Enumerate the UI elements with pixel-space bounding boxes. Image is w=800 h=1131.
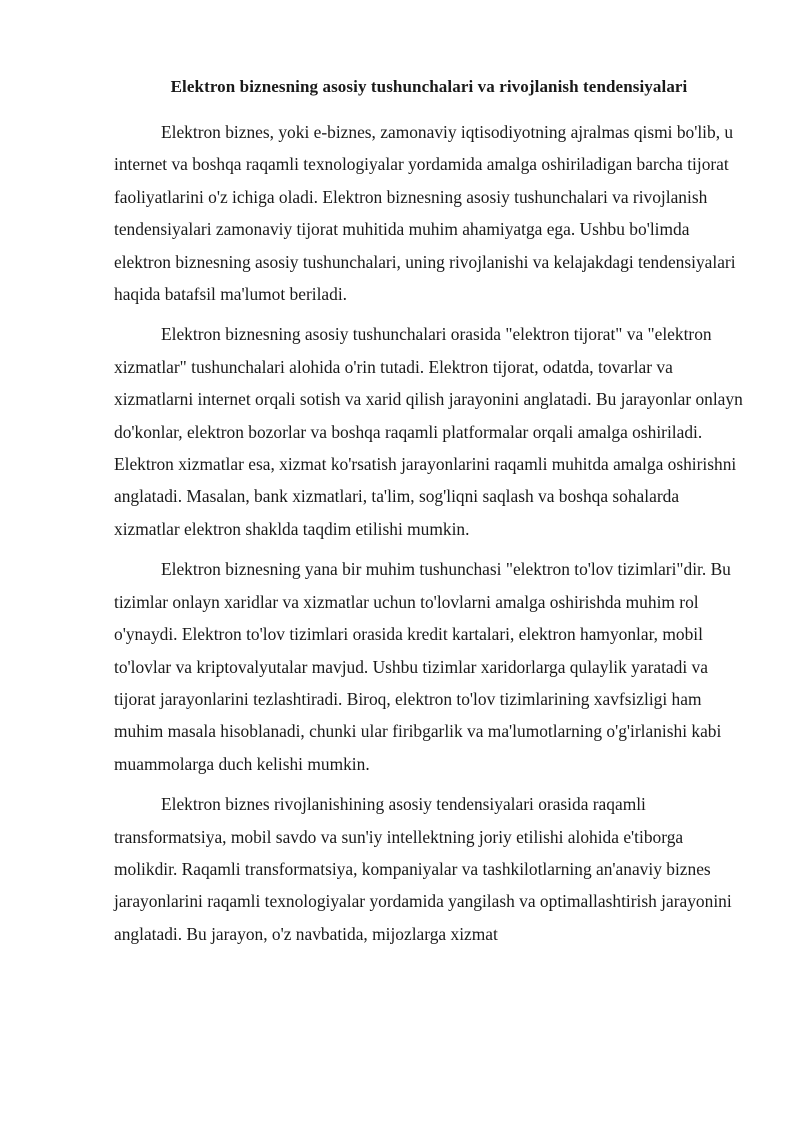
paragraph-4: Elektron biznes rivojlanishining asosiy tendensiyalari orasida raqamli transformatsiya, mobil savdo va sun'iy intellektning joriy etilishi alohida e'tiborga molikdir. Raqamli transformatsiya, kompaniyalar va tashkilotlarning an'anaviy biznes jarayonlarini raqamli texnologiyalar yordamida yangilash va optimallashtirish jarayonini anglatadi. Bu jarayon, o'z navbatida, mijozlarga xizmat xyxy=(114,794,732,944)
paragraph-2: Elektron biznesning asosiy tushunchalari orasida "elektron tijorat" va "elektron xizmatlar" tushunchalari alohida o'rin tutadi. Elektron tijorat, odatda, tovarlar va xizmatlarni internet orqali sotish va xarid qilish jarayonini anglatadi. Bu jarayonlar onlayn do'konlar, elektron bozorlar va boshqa raqamli platformalar orqali amalga oshiriladi. Elektron xizmatlar esa, xizmat ko'rsatish jarayonlarini raqamli muhitda amalga oshirishni anglatadi. Masalan, bank xizmatlari, ta'lim, sog'liqni saqlash va boshqa sohalarda xizmatlar elektron shaklda taqdim etilishi mumkin. xyxy=(114,324,743,539)
document-body xyxy=(114,74,744,950)
paragraph-3: Elektron biznesning yana bir muhim tushunchasi "elektron to'lov tizimlari"dir. Bu tizimlar onlayn xaridlar va xizmatlar uchun to'lovlarni amalga oshirishda muhim rol o'ynaydi. Elektron to'lov tizimlari orasida kredit kartalari, elektron hamyonlar, mobil to'lovlar va kriptovalyutalar mavjud. Ushbu tizimlar xaridorlarga qulaylik yaratadi va tijorat jarayonlarini tezlashtiradi. Biroq, elektron to'lov tizimlarining xavfsizligi ham muhim masala hisoblanadi, chunki ular firibgarlik va ma'lumotlarning o'g'irlanishi kabi muammolarga duch kelishi mumkin. xyxy=(114,559,731,774)
paragraph-1: Elektron biznes, yoki e-biznes, zamonaviy iqtisodiyotning ajralmas qismi bo'lib, u internet va boshqa raqamli texnologiyalar yordamida amalga oshiriladigan barcha tijorat faoliyatlarini o'z ichiga oladi. Elektron biznesning asosiy tushunchalari va rivojlanish tendensiyalari zamonaviy tijorat muhitida muhim ahamiyatga ega. Ushbu bo'limda elektron biznesning asosiy tushunchalari, uning rivojlanishi va kelajakdagi tendensiyalari haqida batafsil ma'lumot beriladi. xyxy=(114,122,736,305)
document-title: Elektron biznesning asosiy tushunchalari va rivojlanish tendensiyalari xyxy=(170,77,688,96)
